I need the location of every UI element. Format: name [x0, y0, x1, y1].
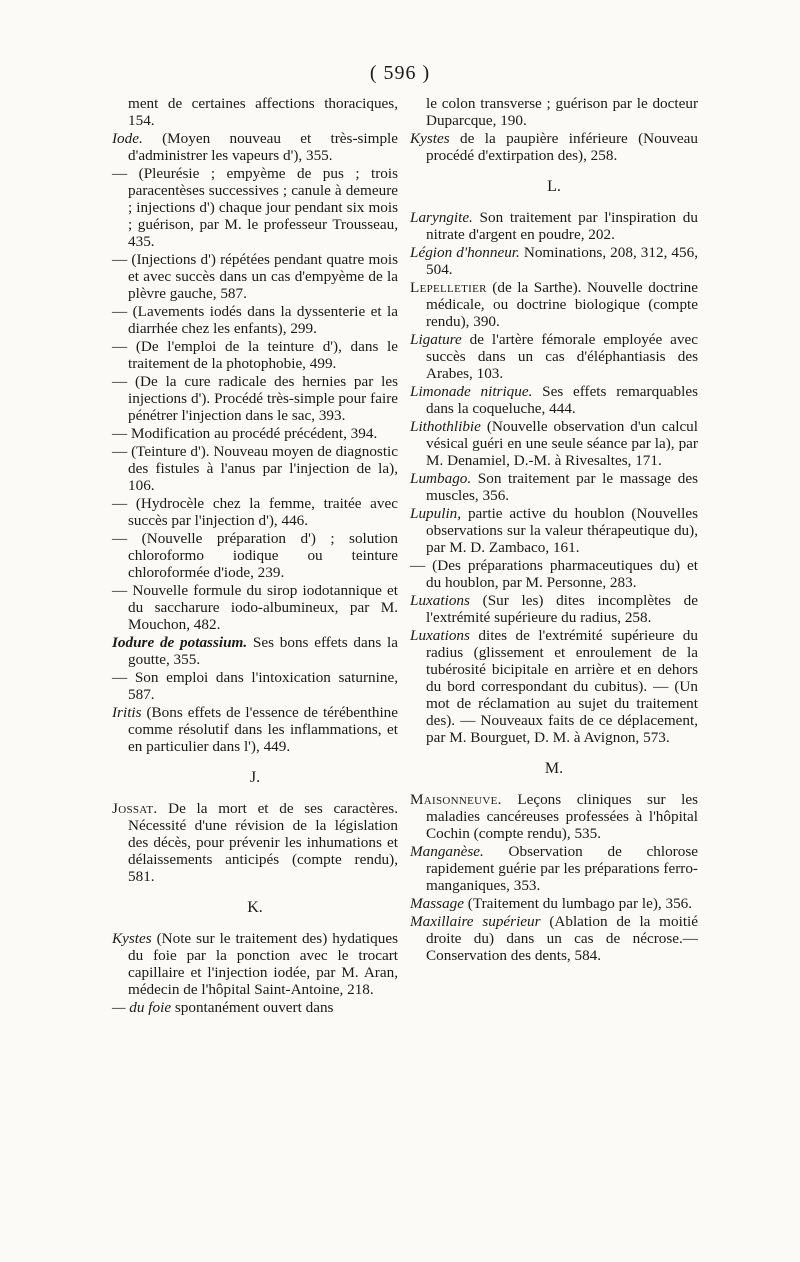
entry-heading: Luxations — [410, 592, 470, 609]
index-entry — [112, 634, 398, 668]
entry-text: (Bons effets de l'essence de térébenthine comme résolutif dans les inflammations, et en particulier dans l'), 449. — [128, 704, 398, 755]
index-entry — [410, 209, 698, 243]
entry-heading: Manganèse. — [410, 843, 484, 860]
entry-heading: Massage — [410, 895, 464, 912]
entry-heading: Maxillaire supérieur — [410, 913, 541, 930]
entry-text: De la mort et de ses caractères. Nécessité d'une révision de la législation des décès, pour prévenir les inhumations et délaissements anticipés (compte rendu), 581. — [128, 800, 398, 885]
entry-heading: Ligature — [410, 331, 462, 348]
entry-text: (de la Sarthe). Nouvelle doctrine médicale, ou doctrine biologique (compte rendu), 390. — [426, 279, 698, 330]
entry-heading: Luxations — [410, 627, 470, 644]
entry-text: de l'artère fémorale employée avec succès dans un cas d'éléphantiasis des Arabes, 103. — [426, 331, 698, 382]
entry-heading: Iode. — [112, 130, 143, 147]
entry-heading: — — [112, 530, 128, 547]
entry-text: (Nouvelle observation d'un calcul vésical guéri en une seule séance par la), par M. Denamiel, D.-M. à Rivesaltes, 171. — [426, 418, 698, 469]
section-letter: J. — [249, 769, 261, 786]
entry-text: Modification au procédé précédent, 394. — [127, 425, 378, 442]
entry-heading: — — [112, 582, 128, 599]
left-column — [112, 95, 398, 1017]
entry-text: (Hydrocèle chez la femme, traitée avec succès par l'injection d'), 446. — [127, 495, 398, 529]
index-entry — [112, 930, 398, 998]
index-entry — [112, 425, 398, 442]
entry-text: Observation de chlorose rapidement guérie par les préparations ferro-manganiques, 353. — [426, 843, 698, 894]
index-entry — [410, 895, 698, 912]
entry-text: (Sur les) dites incomplètes de l'extrémité supérieure du radius, 258. — [426, 592, 698, 626]
entry-text: Ses bons effets dans la goutte, 355. — [128, 634, 398, 668]
index-entry — [112, 130, 398, 164]
entry-heading: Iodure de potassium. — [112, 634, 248, 651]
index-entry — [410, 470, 698, 504]
entry-text: partie active du houblon (Nouvelles observations sur la valeur thérapeutique du), par M. D. Zambaco, 161. — [426, 505, 698, 556]
entry-heading: Iritis — [112, 704, 142, 721]
index-entry — [112, 443, 398, 494]
entry-text: de la paupière inférieure (Nouveau procédé d'extirpation des), 258. — [426, 130, 698, 164]
index-entry — [410, 331, 698, 382]
index-entry — [112, 530, 398, 581]
index-entry — [112, 800, 398, 885]
section-letter: M. — [544, 760, 564, 777]
entry-text: (De la cure radicale des hernies par les injections d'). Procédé très-simple pour faire pénétrer l'injection dans le sac, 393. — [127, 373, 398, 424]
index-entry — [112, 999, 398, 1016]
entry-heading: Jossat. — [112, 800, 158, 817]
entry-heading: — — [112, 425, 128, 442]
entry-heading: — — [410, 557, 426, 574]
index-entry — [410, 843, 698, 894]
entry-heading: Lepelletier — [410, 279, 487, 296]
index-entry — [112, 165, 398, 250]
entry-heading: Kystes — [112, 930, 152, 947]
entry-text: Nominations, 208, 312, 456, 504. — [426, 244, 698, 278]
entry-heading: Lupulin, — [410, 505, 462, 522]
entry-heading: Lithothlibie — [410, 418, 481, 435]
entry-heading: Maisonneuve. — [410, 791, 502, 808]
index-entry — [112, 251, 398, 302]
entry-text: Nouvelle formule du sirop iodotannique et du saccharure iodo-albumineux, par M. Mouchon, 482. — [127, 582, 398, 633]
entry-text: (Des préparations pharmaceutiques du) et du houblon, par M. Personne, 283. — [425, 557, 698, 591]
entry-heading: Kystes — [410, 130, 450, 147]
entry-text: (Lavements iodés dans la dyssenterie et la diarrhée chez les enfants), 299. — [127, 303, 398, 337]
entry-text: (Moyen nouveau et très-simple d'administrer les vapeurs d'), 355. — [128, 130, 398, 164]
section-letter: L. — [547, 178, 561, 195]
index-entry — [112, 582, 398, 633]
section-letter: K. — [247, 899, 263, 916]
entry-text: Ses effets remarquables dans la coqueluche, 444. — [426, 383, 698, 417]
entry-heading: — — [112, 165, 128, 182]
index-entry — [410, 244, 698, 278]
entry-text: (Traitement du lumbago par le), 356. — [464, 895, 693, 912]
entry-text: dites de l'extrémité supérieure du radius (glissement et enroulement de la tubérosité bicipitale en arrière et en dehors du bord correspondant du cubitus). — (Un mot de réclamation au sujet du traitement des). — Nouveaux faits de ce déplacement, par M. Bourguet, D. M. à Avignon, 573. — [426, 627, 698, 746]
index-entry — [410, 130, 698, 164]
index-entry-continuation: ment de certaines affections thoraciques, 154. — [128, 95, 398, 129]
index-entry — [410, 592, 698, 626]
index-entry — [410, 279, 698, 330]
index-entry-continuation: le colon transverse ; guérison par le docteur Duparcque, 190. — [426, 95, 698, 129]
entry-heading: — — [112, 373, 128, 390]
entry-heading: Légion d'honneur. — [410, 244, 520, 261]
index-entry — [112, 495, 398, 529]
entry-text: (Injections d') répétées pendant quatre mois et avec succès dans un cas d'empyème de la plèvre gauche, 587. — [127, 251, 398, 302]
entry-heading: Lumbago. — [410, 470, 472, 487]
entry-text: (Pleurésie ; empyème de pus ; trois paracentèses successives ; canule à demeure ; injections d') chaque jour pendant six mois ; guérison, par M. le professeur Trousseau, 435. — [127, 165, 398, 250]
index-entry — [112, 338, 398, 372]
index-entry — [112, 303, 398, 337]
entry-heading: — — [112, 443, 128, 460]
entry-text: Son traitement par le massage des muscles, 356. — [426, 470, 698, 504]
index-entry — [410, 383, 698, 417]
entry-text: (Teinture d'). Nouveau moyen de diagnostic des fistules à l'anus par l'injection de la), 106. — [127, 443, 398, 494]
index-entry — [410, 557, 698, 591]
entry-heading: Limonade nitrique. — [410, 383, 533, 400]
entry-text: (De l'emploi de la teinture d'), dans le traitement de la photophobie, 499. — [127, 338, 398, 372]
index-entry — [112, 704, 398, 755]
entry-heading: — — [112, 495, 128, 512]
index-entry — [410, 418, 698, 469]
index-entry — [410, 913, 698, 964]
index-entry — [410, 791, 698, 842]
entry-text: Son emploi dans l'intoxication saturnine, 587. — [127, 669, 398, 703]
entry-heading: — — [112, 338, 128, 355]
entry-heading: — — [112, 303, 128, 320]
index-entry — [112, 373, 398, 424]
index-entry — [410, 505, 698, 556]
entry-heading: — — [112, 669, 128, 686]
entry-heading: Laryngite. — [410, 209, 473, 226]
index-entry — [112, 669, 398, 703]
entry-heading: — — [112, 251, 128, 268]
entry-text: Son traitement par l'inspiration du nitrate d'argent en poudre, 202. — [426, 209, 698, 243]
entry-text: (Note sur le traitement des) hydatiques du foie par la ponction avec le trocart capillaire et l'injection iodée, par M. Aran, médecin de l'hôpital Saint-Antoine, 218. — [128, 930, 398, 998]
entry-heading: — du foie — [112, 999, 172, 1016]
index-entry — [410, 627, 698, 746]
entry-text: (Ablation de la moitié droite du) dans un cas de nécrose.—Conservation des dents, 584. — [426, 913, 698, 964]
page-number: ( 596 ) — [369, 62, 431, 84]
entry-text: (Nouvelle préparation d') ; solution chloroformo iodique ou teinture chloroformée d'iode, 239. — [127, 530, 398, 581]
right-column — [410, 95, 698, 965]
entry-text: Leçons cliniques sur les maladies cancéreuses professées à l'hôpital Cochin (compte rendu), 535. — [426, 791, 698, 842]
entry-text: spontanément ouvert dans — [171, 999, 334, 1016]
